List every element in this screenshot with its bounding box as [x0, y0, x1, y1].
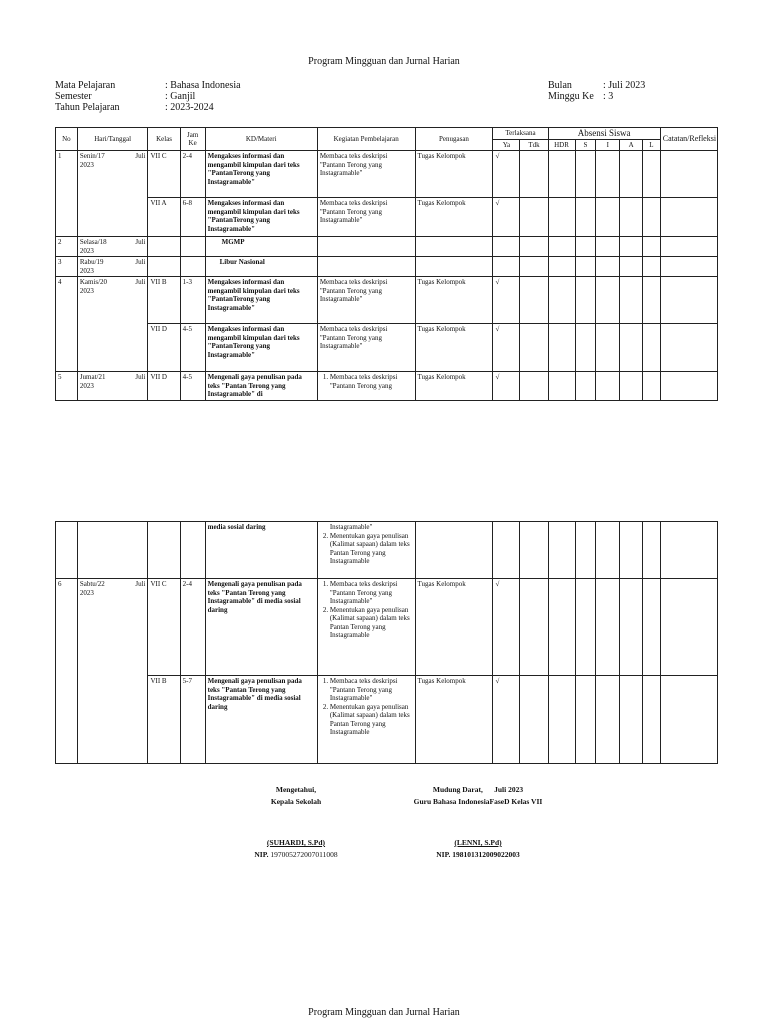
cell-kegiatan: Membaca teks deskripsi "Pantann Terong yang Instagramable" [317, 198, 415, 237]
meta-label: Mata Pelajaran [55, 80, 116, 91]
cell-jam: 2-4 [180, 151, 205, 198]
cell-jam: 4-5 [180, 372, 205, 401]
cell-kegiatan: Membaca teks deskripsi "Pantann Terong yang Instagramable" [317, 324, 415, 372]
header-kegiatan: Kegiatan Pembelajaran [317, 128, 415, 151]
sig-right-date: Juli 2023 [494, 785, 524, 794]
cell-hari-month: Juli [135, 580, 146, 588]
cell-kegiatan [317, 676, 415, 764]
table-row [56, 277, 718, 324]
cell-ya: √ [493, 372, 520, 401]
activity-item: 1. Membaca teks deskripsi "Pantann Terong yang [330, 373, 413, 390]
page-title: Program Mingguan dan Jurnal Harian [308, 56, 460, 67]
cell-hari [77, 277, 148, 372]
cell-kelas: VII C [148, 579, 180, 676]
cell-no: 6 [56, 579, 78, 764]
cell-hari-month: Juli [135, 238, 146, 246]
cell-tugas: Tugas Kelompok [415, 198, 493, 237]
journal-table-page2 [55, 521, 718, 764]
table-row [56, 324, 718, 372]
cell-hari [77, 372, 148, 401]
header-catatan: Catatan/Refleksi [660, 128, 717, 151]
cell-hari-month: Juli [135, 278, 146, 286]
cell-kd: MGMP [205, 237, 317, 257]
cell-kelas: VII D [148, 372, 180, 401]
cell-jam: 2-4 [180, 579, 205, 676]
header-kelas: Kelas [148, 128, 180, 151]
header-kd: KD/Materi [205, 128, 317, 151]
cell-kelas: VII B [148, 277, 180, 324]
cell-hari-year: 2023 [79, 381, 94, 390]
header-l: L [643, 139, 661, 151]
cell-hari-day: Jumat/21 [79, 373, 106, 381]
header-no: No [56, 128, 78, 151]
cell-kd: Mengakses informasi dan mengambil kimpulan dari teks "PantanTerong yang Instagramable" [205, 277, 317, 324]
header-i: I [596, 139, 620, 151]
cell-hari [77, 151, 148, 237]
cell-hari [77, 257, 148, 277]
cell-kegiatan [317, 522, 415, 579]
cell-no: 3 [56, 257, 78, 277]
cell-kd: Mengakses informasi dan mengambil kimpulan dari teks "PantanTerong yang Instagramable" [205, 198, 317, 237]
cell-kelas: VII B [148, 676, 180, 764]
cell-ya: √ [493, 676, 520, 764]
cell-tugas: Tugas Kelompok [415, 324, 493, 372]
cell-kegiatan: Membaca teks deskripsi "Pantann Terong yang Instagramable" [317, 277, 415, 324]
table-row [56, 257, 718, 277]
cell-hari-year: 2023 [79, 266, 94, 275]
signature-left [226, 784, 366, 861]
header-terlaksana: Terlaksana [493, 128, 548, 140]
sig-left-name: (SUHARDI, S.Pd) [266, 838, 326, 847]
cell-kelas: VII D [148, 324, 180, 372]
table-row [56, 151, 718, 198]
meta-value: : Bahasa Indonesia [165, 80, 241, 91]
meta-value: : 3 [603, 91, 614, 102]
signature-right [388, 784, 568, 861]
cell-kd: Libur Nasional [205, 257, 317, 277]
meta-label: Bulan [548, 80, 572, 91]
activity-item: 2. Menentukan gaya penulisan (Kalimat sapaan) dalam teks Pantan Terong yang Instagramable [330, 606, 413, 640]
activity-continuation: Instagramable" [329, 523, 373, 531]
cell-kegiatan [317, 372, 415, 401]
cell-kd: media sosial daring [205, 522, 317, 579]
header-a: A [620, 139, 643, 151]
header-tdk: Tdk [520, 139, 548, 151]
meta-label: Semester [55, 91, 92, 102]
header-penugasan: Penugasan [415, 128, 493, 151]
journal-table-page1 [55, 127, 718, 401]
meta-label: Tahun Pelajaran [55, 102, 120, 113]
cell-hari-day: Selasa/18 [79, 238, 107, 246]
cell-tugas: Tugas Kelompok [415, 579, 493, 676]
cell-hari-year: 2023 [79, 286, 94, 295]
cell-ya: √ [493, 198, 520, 237]
cell-kd: Mengenali gaya penulisan pada teks "Pantan Terong yang Instagramable" di [205, 372, 317, 401]
cell-kd: Mengenali gaya penulisan pada teks "Pantan Terong yang Instagramable" di media sosial daring [205, 676, 317, 764]
cell-kegiatan: Membaca teks deskripsi "Pantann Terong yang Instagramable" [317, 151, 415, 198]
table-row [56, 522, 718, 579]
cell-hari-day: Senin/17 [79, 152, 105, 160]
cell-hari-year: 2023 [79, 246, 94, 255]
table-row [56, 579, 718, 676]
cell-no: 4 [56, 277, 78, 372]
meta-value: : Ganjil [165, 91, 196, 102]
cell-hari-year: 2023 [79, 160, 94, 169]
header-ya: Ya [493, 139, 520, 151]
header-absensi: Absensi Siswa [548, 128, 660, 140]
cell-hari-month: Juli [135, 373, 146, 381]
sig-right-nip: NIP. 198101312009022003 [436, 850, 520, 859]
meta-left [55, 80, 241, 113]
sig-left-nip: 197005272007011008 [270, 850, 338, 859]
cell-ya: √ [493, 324, 520, 372]
cell-no: 5 [56, 372, 78, 401]
cell-no: 2 [56, 237, 78, 257]
meta-right [548, 80, 645, 102]
table-row [56, 372, 718, 401]
activity-item: 2. Menentukan gaya penulisan (Kalimat sapaan) dalam teks Pantan Terong yang Instagramable [330, 532, 413, 566]
header-hari: Hari/Tanggal [77, 128, 148, 151]
cell-tugas: Tugas Kelompok [415, 277, 493, 324]
header-jam: Jam Ke [180, 128, 205, 151]
sig-right-name: (LENNI, S.Pd) [454, 838, 502, 847]
sig-left-nip-label: NIP. [254, 850, 269, 859]
cell-jam: 5-7 [180, 676, 205, 764]
cell-tugas: Tugas Kelompok [415, 372, 493, 401]
meta-value: : Juli 2023 [603, 80, 646, 91]
activity-item: 1. Membaca teks deskripsi "Pantann Terong yang Instagramable" [330, 580, 413, 606]
header-s: S [575, 139, 596, 151]
activity-item: 1. Membaca teks deskripsi "Pantann Terong yang Instagramable" [330, 677, 413, 703]
cell-kd: Mengenali gaya penulisan pada teks "Pantan Terong yang Instagramable" di media sosial daring [205, 579, 317, 676]
table-row [56, 237, 718, 257]
cell-hari [77, 579, 148, 764]
page-title-next: Program Mingguan dan Jurnal Harian [308, 1007, 460, 1018]
cell-kd: Mengakses informasi dan mengambil kimpulan dari teks "PantanTerong yang Instagramable" [205, 324, 317, 372]
cell-kelas: VII A [148, 198, 180, 237]
cell-jam: 4-5 [180, 324, 205, 372]
table-row [56, 198, 718, 237]
sig-right-place: Mudung Darat, [432, 785, 483, 794]
sig-left-line2: Kepala Sekolah [270, 797, 322, 806]
cell-hari-month: Juli [135, 258, 146, 266]
sig-left-line1: Mengetahui, [275, 785, 317, 794]
cell-hari-year: 2023 [79, 588, 94, 597]
header-hdr: HDR [548, 139, 575, 151]
cell-hari-month: Juli [135, 152, 146, 160]
meta-label: Minggu Ke [548, 91, 594, 102]
cell-jam: 1-3 [180, 277, 205, 324]
cell-kelas: VII C [148, 151, 180, 198]
cell-tugas: Tugas Kelompok [415, 151, 493, 198]
cell-hari-day: Kamis/20 [79, 278, 108, 286]
cell-hari [77, 237, 148, 257]
cell-ya: √ [493, 579, 520, 676]
cell-jam: 6-8 [180, 198, 205, 237]
cell-hari-day: Rabu/19 [79, 258, 104, 266]
cell-tugas: Tugas Kelompok [415, 676, 493, 764]
meta-value: : 2023-2024 [165, 102, 214, 113]
activity-item: 2. Menentukan gaya penulisan (Kalimat sapaan) dalam teks Pantan Terong yang Instagramable [330, 703, 413, 737]
sig-right-line2: Guru Bahasa IndonesiaFaseD Kelas VII [413, 797, 543, 806]
cell-ya: √ [493, 277, 520, 324]
cell-kd: Mengakses informasi dan mengambil kimpulan dari teks "PantanTerong yang Instagramable" [205, 151, 317, 198]
cell-ya: √ [493, 151, 520, 198]
table-row [56, 676, 718, 764]
cell-no: 1 [56, 151, 78, 237]
cell-kegiatan [317, 579, 415, 676]
cell-hari-day: Sabtu/22 [79, 580, 105, 588]
